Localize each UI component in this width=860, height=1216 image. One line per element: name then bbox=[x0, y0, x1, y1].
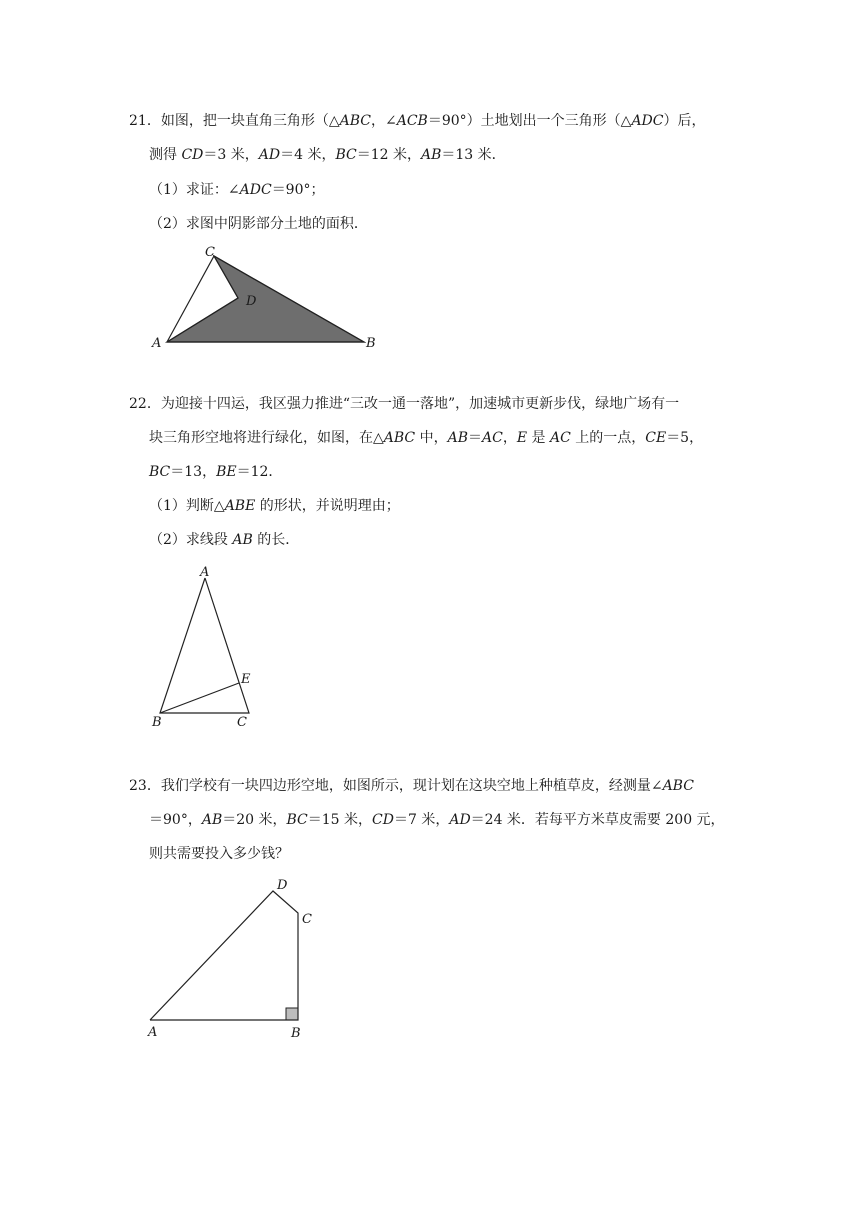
p23-label-a: A bbox=[148, 1025, 158, 1040]
p23-stem-line2: ＝90°，AB＝20 米，BC＝15 米，CD＝7 米，AD＝24 米．若每平方米草皮需要 200 元， bbox=[149, 812, 725, 828]
p22-question-2: （2）求线段 AB 的长． bbox=[149, 532, 300, 548]
p23-label-d: D bbox=[277, 878, 288, 893]
p22-number: 22． bbox=[129, 396, 161, 412]
p23-right-angle-mark bbox=[286, 1008, 298, 1020]
p22-label-c: C bbox=[237, 715, 247, 730]
p23-stem-line3: 则共需要投入多少钱？ bbox=[149, 846, 289, 862]
p23-label-c: C bbox=[302, 912, 312, 927]
p21-label-c: C bbox=[205, 245, 215, 260]
p22-question-1: （1）判断△ABE 的形状，并说明理由； bbox=[149, 498, 400, 514]
p22-stem-line1: 22．为迎接十四运，我区强力推进“三改一通一落地”，加速城市更新步伐，绿地广场有一 bbox=[129, 396, 680, 412]
p22-label-a: A bbox=[200, 565, 210, 580]
p21-label-a: A bbox=[152, 336, 162, 351]
p23-label-b: B bbox=[291, 1026, 301, 1041]
p22-stem-line2: 块三角形空地将进行绿化，如图，在△ABC 中，AB＝AC，E 是 AC 上的一点，CE＝5， bbox=[149, 430, 704, 446]
p21-label-d: D bbox=[246, 294, 257, 309]
p21-question-2: （2）求图中阴影部分土地的面积． bbox=[149, 216, 368, 232]
p21-number: 21． bbox=[129, 113, 161, 129]
p22-label-b: B bbox=[152, 715, 162, 730]
p22-label-e: E bbox=[241, 672, 251, 687]
p21-stem-line1: 21．如图，把一块直角三角形（△ABC，∠ACB＝90°）土地划出一个三角形（△ADC）后， bbox=[129, 113, 706, 129]
p21-stem-line2: 测得 CD＝3 米，AD＝4 米，BC＝12 米，AB＝13 米． bbox=[149, 147, 506, 163]
p23-stem-line1: 23．我们学校有一块四边形空地，如图所示，现计划在这块空地上种植草皮，经测量∠ABC bbox=[129, 778, 694, 794]
p23-number: 23． bbox=[129, 778, 161, 794]
p22-stem-line3: BC＝13，BE＝12． bbox=[149, 464, 283, 480]
p23-quadrilateral-abcd bbox=[150, 891, 298, 1020]
p21-label-b: B bbox=[366, 336, 376, 351]
p21-question-1: （1）求证：∠ADC＝90°； bbox=[149, 182, 325, 198]
